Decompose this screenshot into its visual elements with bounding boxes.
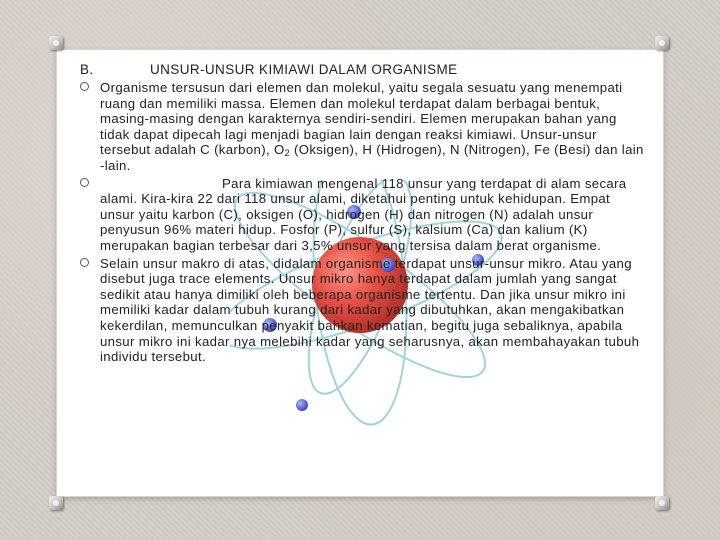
circle-bullet-icon — [80, 258, 89, 267]
heading-title: UNSUR-UNSUR KIMIAWI DALAM ORGANISME — [150, 62, 458, 77]
bullet-text-1b: (Oksigen), H (Hidrogen), N (Nitrogen), Fe (Besi) dan lain -lain. — [100, 142, 644, 173]
bullet-item-3 — [80, 256, 646, 365]
pushpin-bottom-right-icon — [655, 496, 669, 510]
bullet-item-1 — [80, 80, 646, 174]
bullet-text-3: Selain unsur makro di atas, didalam organisme terdapat unsur-unsur mikro. Atau yang disebut juga trace elements. Unsur mikro hanya terdapat dalam jumlah yang sangat sedikit atau hanya dimiliki oleh beberapa organisme tertentu. Dan jika unsur mikro ini memiliki kadar dalam tubuh kurang dari kadar yang dibutuhkan, akan mengakibatkan kekerdilan, memunculkan penyakit bahkan kematian, begitu juga sebaliknya, apabila unsur mikro ini kadar nya melebihi kadar yang seharusnya, akan membahayakan tubuh individu tersebut. — [100, 255, 640, 365]
subscript-2: 2 — [284, 148, 290, 159]
slide-content — [80, 62, 646, 367]
pushpin-bottom-left-icon — [49, 496, 63, 510]
bullet-item-2 — [80, 176, 646, 254]
electron — [296, 399, 308, 411]
section-heading — [80, 62, 646, 78]
bullet-text-1a: Organisme tersusun dari elemen dan molekul, yaitu segala sesuatu yang menempati ruang dan memiliki massa. Elemen dan molekul terdapat dalam berbagai bentuk, masing-masing dengan karakternya sendiri-sendiri. Elemen merupakan bahan yang tidak dapat dipecah lagi menjadi bagian lain dengan reaksi kimiawi. Unsur-unsur tersebut adalah C (karbon), O — [100, 80, 623, 158]
pushpin-top-left-icon — [49, 36, 63, 50]
circle-bullet-icon — [80, 82, 89, 91]
pushpin-top-right-icon — [655, 36, 669, 50]
bullet-text-2: Para kimiawan mengenal 118 unsur yang terdapat di alam secara alami. Kira-kira 22 dari 118 unsur alami, diketahui penting untuk kehidupan. Empat unsur yaitu karbon (C), oksigen (O), hidrogen (H) dan nitrogen (N) adalah unsur penyusun 96% materi hidup. Fosfor (P), sulfur (S), kalsium (Ca) dan kalium (K) merupakan bagian terbesar dari 3,5% unsur yang tersisa dalam berat organisme. — [100, 175, 627, 253]
circle-bullet-icon — [80, 178, 89, 187]
heading-number: B. — [80, 62, 94, 77]
